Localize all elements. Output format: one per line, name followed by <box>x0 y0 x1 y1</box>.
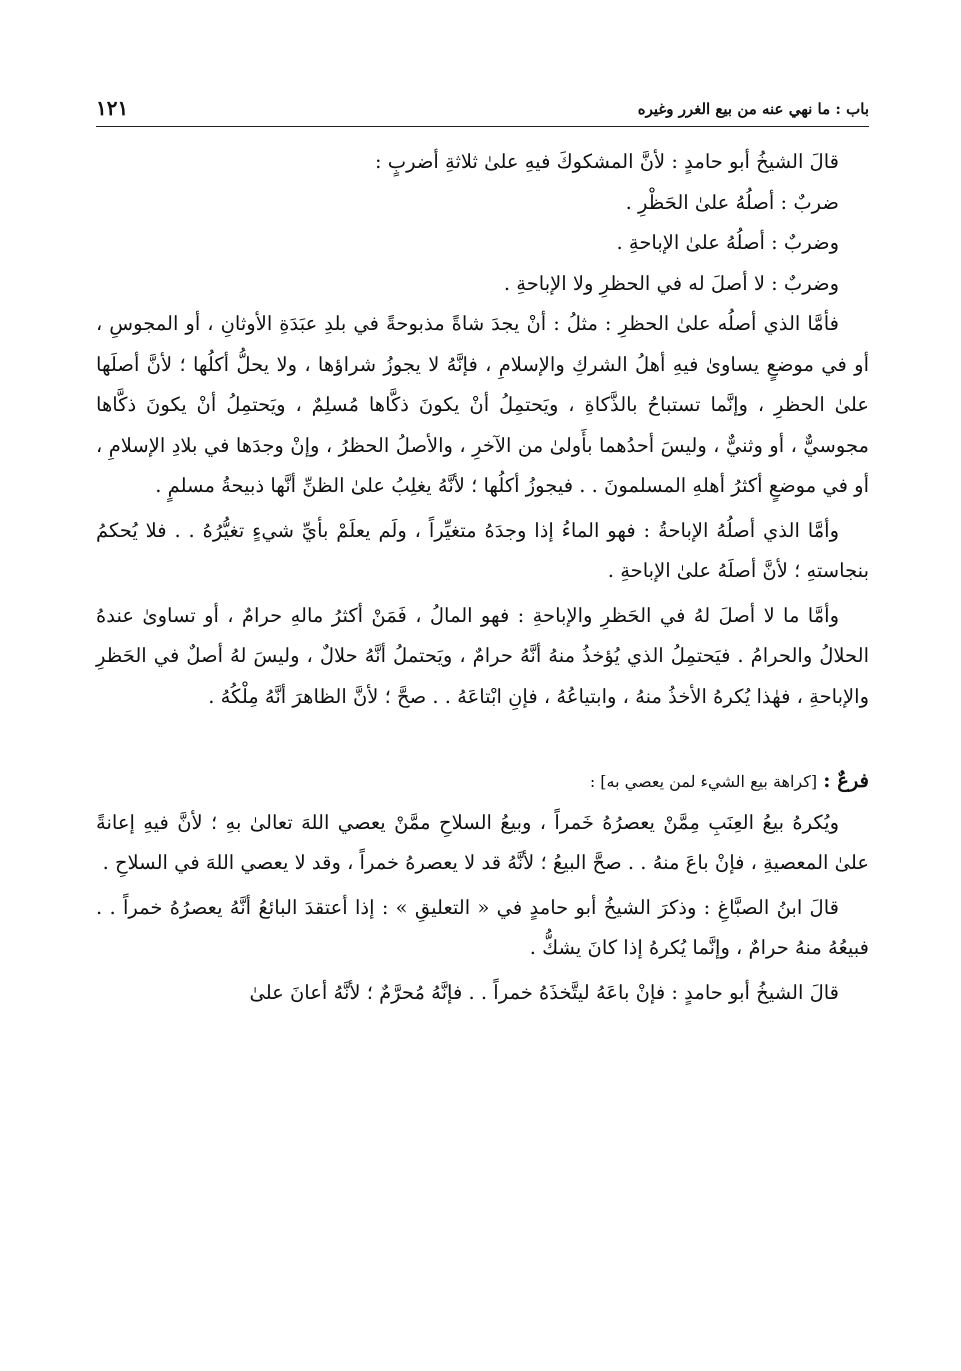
paragraph: وضربٌ : أصلُهُ علىٰ الإباحةِ . <box>616 231 839 254</box>
running-title: باب : ما نهي عنه من بيع الغرر وغيره <box>637 100 869 118</box>
page-header <box>96 86 869 127</box>
paragraph: قالَ الشيخُ أبو حامدٍ : لأنَّ المشكوكَ فيهِ علىٰ ثلاثةِ أضربٍ : <box>374 150 839 173</box>
paragraph: وضربٌ : لا أصلَ له في الحظرِ ولا الإباحةِ . <box>503 271 839 295</box>
paragraph: قالَ ابنُ الصبَّاغِ : وذكرَ الشيخُ أبو حامدٍ في « التعليقِ » : إذا أعتقدَ البائعُ أنَّهُ يعصرُهُ خمراً . . فبيعُهُ منهُ حرامٌ ، وإنَّما يُكرهُ إذا كانَ يشكُّ . <box>96 895 869 959</box>
branch-label: فرعٌ : <box>823 769 869 792</box>
spacer <box>96 717 869 761</box>
paragraph: قالَ الشيخُ أبو حامدٍ : فإنْ باعَهُ ليتَّخذَهُ خمراً . . فإنَّهُ مُحرَّمٌ ؛ لأنَّهُ أعانَ علىٰ <box>249 980 839 1004</box>
paragraph: ضربٌ : أصلُهُ علىٰ الحَظْرِ . <box>625 190 839 214</box>
branch-heading <box>96 761 869 803</box>
body-text <box>96 142 869 1013</box>
paragraph: فأمَّا الذي أصلُه علىٰ الحظرِ : مثلُ : أنْ يجدَ شاةً مذبوحةً في بلدِ عبَدَةِ الأوثانِ ، أو المجوسِ ، أو في موضعٍ يساوىٰ فيهِ أهلُ الشركِ والإسلامِ ، فإنَّهُ لا يجوزُ شراؤها ، ولا يحلُّ أكلُها ؛ لأنَّ أصلَها علىٰ الحظرِ ، وإنَّما تستباحُ بالذَّكاةِ ، ويَحتمِلُ أنْ يكونَ ذكَّاها مُسلِمٌ ، ويَحتمِلُ أنْ يكونَ ذكَّاها مجوسيٌّ ، أو وثنيٌّ ، وليسَ أحدُهما بأَولىٰ من الآخرِ ، والأصلُ الحظرُ ، وإنْ وجدَها في بلادِ الإسلامِ ، أو في موضعٍ أكثرُ أهلهِ المسلمونَ . . فيجوزُ أكلُها ؛ لأنَّهُ يغلِبُ علىٰ الظنِّ أنَّها ذبيحةُ مسلمٍ . <box>96 312 869 497</box>
page-number: ١٢١ <box>96 96 129 120</box>
paragraph: وأمَّا الذي أصلُهُ الإباحةُ : فهو الماءُ إذا وجدَهُ متغيِّراً ، ولَم يعلَمْ بأيِّ شيءٍ تغيُّرُهُ . . فلا يُحكمُ بنجاستهِ ؛ لأنَّ أصلَهُ علىٰ الإباحةِ . <box>96 518 869 582</box>
paragraph: وأمَّا ما لا أصلَ لهُ في الحَظرِ والإباحةِ : فهو المالُ ، فَمَنْ أكثرُ مالهِ حرامٌ ، أو تساوىٰ عندهُ الحلالُ والحرامُ . فيَحتمِلُ الذي يُؤخذُ منهُ أنَّهُ حرامٌ ، ويَحتملُ أنَّهُ حلالٌ ، وليسَ لهُ أصلٌ في الحَظرِ والإباحةِ ، فهٰذا يُكرهُ الأخذُ منهُ ، وابتياعُهُ ، فإنِ ابْتاعَهُ . . صحَّ ؛ لأنَّ الظاهرَ أنَّهُ مِلْكُهُ . <box>96 603 869 708</box>
branch-subtitle: [كراهة بيع الشيء لمن يعصي به] : <box>589 772 818 791</box>
paragraph: ويُكرهُ بيعُ العِنَبِ مِمَّنْ يعصرُهُ خَمراً ، وبيعُ السلاحِ ممَّنْ يعصي اللهَ تعالىٰ بهِ ؛ لأنَّ فيهِ إعانةً علىٰ المعصيةِ ، فإنْ باعَ منهُ . . صحَّ البيعُ ؛ لأنَّهُ قد لا يعصرهُ خمراً ، وقد لا يعصي اللهَ في السلاحِ . <box>96 810 869 874</box>
